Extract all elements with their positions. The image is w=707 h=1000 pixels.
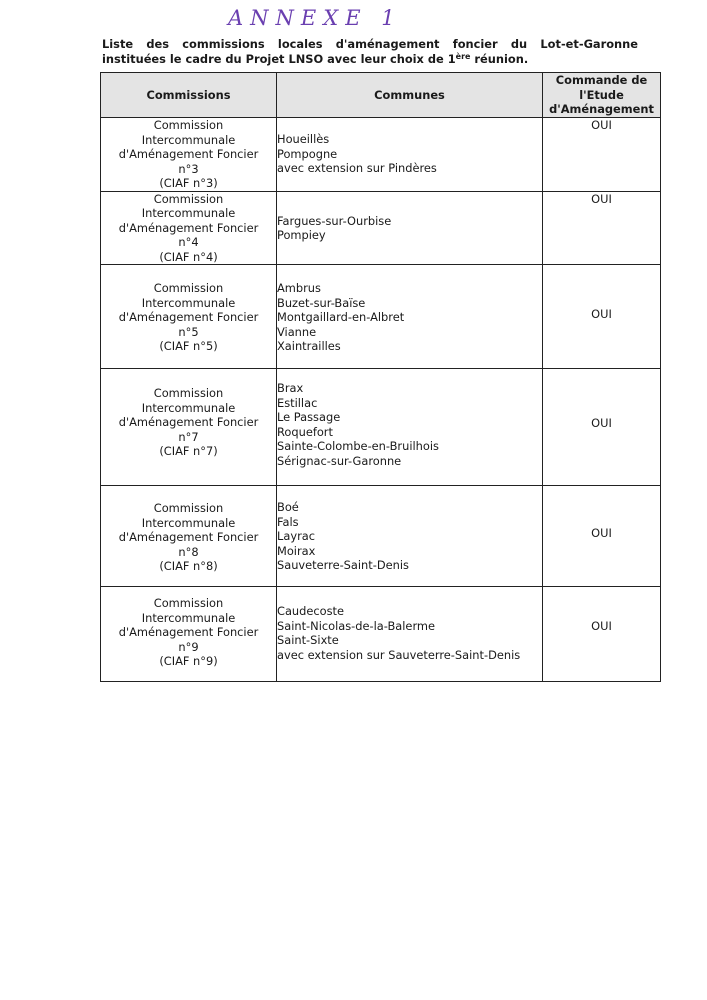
commission-line: (CIAF n°5) [159, 339, 218, 353]
commission-line: n°5 [178, 324, 199, 339]
commission-line: n°7 [178, 429, 199, 444]
commune-name: Pompogne [277, 146, 338, 161]
commune-name: Fals [277, 514, 299, 529]
header-commissions: Commissions [101, 73, 277, 118]
commission-cell [101, 486, 277, 587]
table-header-row [101, 73, 661, 118]
commune-name: Saint-Nicolas-de-la-Balerme [277, 618, 436, 633]
commune-name: Xaintrailles [277, 339, 341, 353]
commission-line: Commission [153, 386, 224, 400]
commune-name: Vianne [277, 324, 317, 339]
choice-cell: OUI [543, 369, 661, 486]
commission-cell [101, 265, 277, 369]
commission-cell [101, 118, 277, 192]
commune-name: avec extension sur Sauveterre-Saint-Denis [277, 647, 521, 662]
communes-cell [277, 118, 543, 192]
choice-cell: OUI [543, 587, 661, 682]
commission-line: Intercommunale [141, 132, 236, 147]
commune-name: Moirax [277, 543, 316, 558]
commune-name: Houeillès [277, 132, 330, 146]
table-row [101, 191, 661, 265]
header-communes: Communes [277, 73, 543, 118]
communes-cell [277, 486, 543, 587]
commune-name: Saint-Sixte [277, 633, 339, 647]
commune-name: Buzet-sur-Baïse [277, 295, 366, 310]
commune-name: Estillac [277, 395, 318, 410]
commission-line: Commission [153, 191, 224, 206]
commune-name: Layrac [277, 529, 315, 543]
commune-name: Pompiey [277, 228, 326, 242]
commission-cell [101, 587, 277, 682]
communes-cell [277, 191, 543, 265]
commission-line: Intercommunale [141, 610, 236, 625]
commission-line: d'Aménagement Foncier [118, 530, 259, 544]
communes-cell [277, 587, 543, 682]
commission-line: d'Aménagement Foncier [118, 310, 259, 324]
table-row [101, 486, 661, 587]
commission-line: Intercommunale [141, 206, 236, 220]
commission-cell [101, 191, 277, 265]
commission-line: (CIAF n°3) [159, 176, 218, 190]
commune-name: Fargues-sur-Ourbise [277, 213, 392, 228]
commission-line: (CIAF n°7) [159, 444, 218, 458]
commission-line: Intercommunale [141, 295, 236, 310]
header-commande: Commande de l'Etude d'Aménagement [543, 73, 661, 118]
table-row [101, 587, 661, 682]
commission-line: Commission [153, 118, 224, 132]
commune-name: Sérignac-sur-Garonne [277, 453, 402, 468]
commission-line: d'Aménagement Foncier [118, 625, 259, 639]
commune-name: Le Passage [277, 410, 341, 424]
intro-suffix: réunion. [470, 52, 529, 66]
table-row [101, 265, 661, 369]
intro-superscript: ère [455, 52, 471, 61]
commune-name: Caudecoste [277, 604, 345, 618]
commission-line: (CIAF n°4) [159, 249, 218, 264]
commission-line: n°9 [178, 639, 199, 654]
commission-line: d'Aménagement Foncier [118, 415, 259, 429]
intro-paragraph [102, 37, 638, 67]
commission-line: (CIAF n°9) [159, 654, 218, 668]
commission-line: Intercommunale [141, 400, 236, 415]
intro-text: Liste des commissions locales d'aménagement foncier du Lot-et-Garonne instituées le cadre du Projet LNSO avec leur choix de 1 [102, 37, 638, 66]
commune-name: Brax [277, 381, 304, 395]
table-row [101, 369, 661, 486]
commune-name: Sainte-Colombe-en-Bruilhois [277, 439, 439, 453]
commission-line: d'Aménagement Foncier [118, 220, 259, 235]
communes-cell [277, 265, 543, 369]
commune-name: Sauveterre-Saint-Denis [277, 558, 409, 572]
commune-name: Montgaillard-en-Albret [277, 310, 405, 324]
annex-title: ANNEXE 1 [228, 6, 402, 30]
commission-line: Commission [153, 596, 224, 610]
choice-cell: OUI [543, 486, 661, 587]
choice-cell: OUI [543, 265, 661, 369]
commune-name: avec extension sur Pindères [277, 161, 437, 175]
commission-line: d'Aménagement Foncier [118, 147, 259, 161]
commission-line: Commission [153, 281, 224, 295]
commission-line: n°3 [178, 161, 199, 176]
communes-cell [277, 369, 543, 486]
choice-cell: OUI [543, 191, 661, 265]
commissions-table [100, 72, 661, 682]
table-row [101, 118, 661, 192]
commune-name: Roquefort [277, 424, 333, 439]
commission-cell [101, 369, 277, 486]
commission-line: (CIAF n°8) [159, 559, 218, 573]
choice-cell: OUI [543, 118, 661, 192]
commission-line: n°8 [178, 544, 199, 559]
commission-line: Intercommunale [141, 515, 236, 530]
commission-line: Commission [153, 501, 224, 515]
commission-line: n°4 [178, 235, 199, 249]
commune-name: Ambrus [277, 281, 321, 295]
commune-name: Boé [277, 500, 299, 514]
